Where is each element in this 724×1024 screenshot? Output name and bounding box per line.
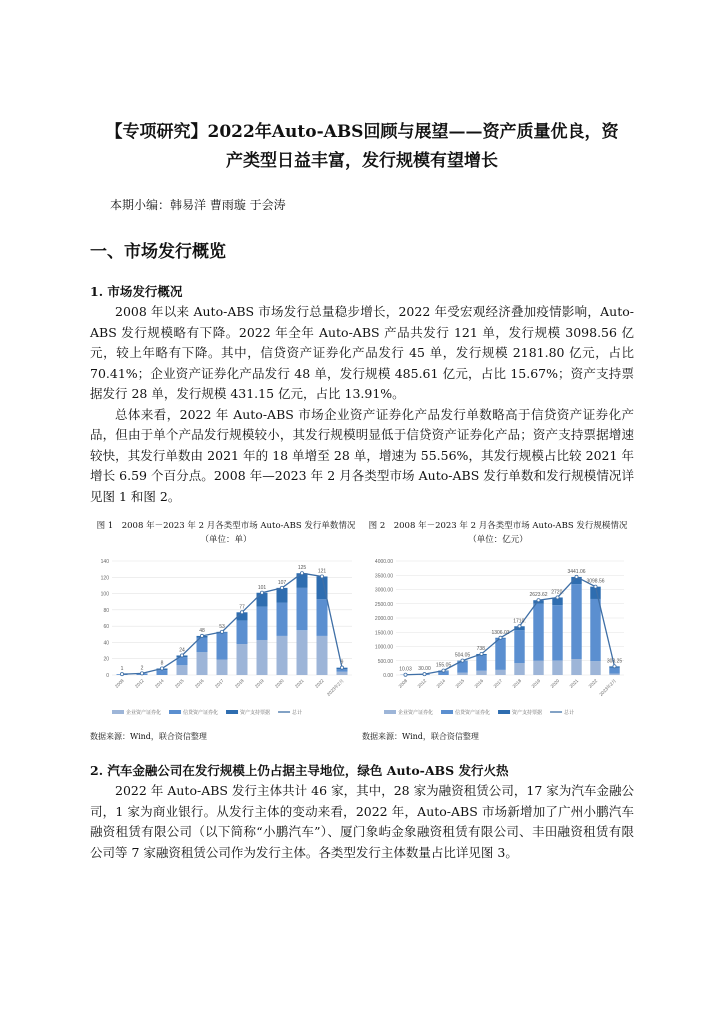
figure-1-source: 数据来源：Wind，联合资信整理: [90, 732, 207, 741]
bar-segment: [476, 671, 486, 675]
x-tick-label: 2023年2月: [325, 678, 345, 697]
x-tick-label: 2022: [587, 678, 599, 689]
bar-segment: [476, 655, 486, 670]
data-label: 101: [257, 584, 267, 591]
legend-swatch: [112, 710, 124, 714]
y-tick-label: 0.00: [383, 673, 393, 679]
data-label: 107: [277, 579, 287, 586]
paragraph-1: 2008 年以来 Auto-ABS 市场发行总量稳步增长，2022 年受宏观经济叠加疫情影响，Auto-ABS 发行规模略有下降。2022 年全年 Auto-ABS 产品共发行 121 单，发行规模 3098.56 亿元，较上年略有下降。其中，信贷资产证券化产品发行 45 单，发行规模 2181.80 亿元，占比 70.41%；企业资产证券化产品发行 48 单，发行规模 485.61 亿元，占比 15.67%；资产支持票据发行 28 单，发行规模 431.15 亿元，占比 13.91%。: [90, 304, 634, 401]
chart-title: 图 1 2008 年－2023 年 2 月各类型市场 Auto-ABS 发行单数情况: [96, 521, 356, 531]
bar-segment: [217, 660, 228, 675]
x-tick-label: 2016: [473, 678, 485, 689]
editors: 本期小编：韩易洋 曹雨璇 于会涛: [110, 198, 286, 212]
bar-segment: [571, 584, 581, 659]
data-label: 8: [160, 660, 164, 667]
x-tick-label: 2017: [214, 678, 225, 689]
y-tick-label: 1000.00: [374, 644, 393, 651]
x-tick-label: 2014: [154, 678, 165, 689]
data-label: 30.00: [418, 666, 431, 673]
bar-segment: [297, 630, 308, 675]
bar-segment: [277, 588, 288, 603]
data-label: 10.03: [399, 666, 412, 673]
y-tick-label: 120: [100, 575, 109, 582]
total-point: [340, 666, 343, 669]
legend-label: 总计: [292, 710, 303, 716]
data-label: 155.05: [435, 662, 452, 669]
paragraph-3: 2022 年 Auto-ABS 发行主体共计 46 家，其中，28 家为融资租赁公司，17 家为汽车金融公司，1 家为商业银行。从发行主体的变动来看，2022 年，Auto-ABS 市场新增加了广州小鹏汽车融资租赁有限公司（以下简称“小鹏汽车”）、厦门象屿金象融资租赁有限公司、丰田融资租赁有限公司等 7 家融资租赁公司作为发行主体。各类型发行主体数量占比详见图 3。: [90, 783, 634, 860]
total-point: [120, 673, 123, 676]
data-label: 504.05: [454, 652, 471, 659]
total-point: [200, 634, 203, 637]
x-tick-label: 2015: [454, 678, 466, 689]
x-tick-label: 2023年2月: [598, 678, 618, 697]
bar-segment: [317, 599, 328, 636]
legend-swatch: [441, 710, 453, 714]
figure-2-caption: [362, 519, 634, 547]
x-tick-label: 2014: [435, 678, 447, 689]
bar-segment: [277, 636, 288, 675]
chart-subtitle: （单位：单）: [200, 535, 252, 545]
x-tick-label: 2021: [294, 678, 305, 689]
figure-2: [362, 519, 634, 743]
y-tick-label: 20: [103, 656, 109, 663]
figure-2-source: 数据来源：Wind，联合资信整理: [362, 732, 479, 741]
x-tick-label: 2019: [530, 678, 542, 689]
bar-segment: [590, 661, 600, 675]
figure-1-caption: [90, 519, 362, 547]
total-line: [406, 577, 615, 675]
bar-segment: [514, 663, 524, 675]
total-point: [613, 665, 616, 668]
x-tick-label: 2016: [194, 678, 205, 689]
x-tick-label: 2021: [568, 678, 580, 689]
x-tick-label: 2020: [549, 678, 561, 689]
bar-segment: [457, 673, 467, 675]
total-point: [594, 585, 597, 588]
data-label: 3441.06: [567, 568, 586, 575]
chart-subtitle: （单位：亿元）: [468, 535, 528, 545]
total-point: [260, 591, 263, 594]
paragraph-2: 总体来看，2022 年 Auto-ABS 市场企业资产证券化产品发行单数略高于信贷资产证券化产品，但由于单个产品发行规模较小，其发行规模明显低于信贷资产证券化产品；资产支持票据增速较快，其发行单数由 2021 年的 18 单增至 28 单，增速为 55.56%，其发行规模占比较 2021 年增长 6.59 个百分点。2008 年—2023 年 2 月各类型市场 Auto-ABS 发行单数和发行规模情况详见图 1 和图 2。: [90, 406, 634, 504]
x-tick-label: 2012: [416, 678, 428, 689]
y-tick-label: 80: [103, 607, 109, 614]
x-tick-label: 2008: [397, 678, 409, 689]
bar-segment: [257, 607, 268, 640]
total-point: [300, 572, 303, 575]
data-label: 121: [317, 568, 327, 575]
total-point: [518, 625, 521, 628]
bar-segment: [257, 640, 268, 675]
bar-segment: [533, 661, 543, 675]
y-tick-label: 4000.00: [374, 559, 393, 565]
y-tick-label: 100: [100, 591, 109, 598]
bar-segment: [297, 588, 308, 630]
y-tick-label: 3000.00: [374, 587, 393, 594]
section-heading: 一、市场发行概览: [90, 242, 226, 262]
bar-segment: [609, 674, 619, 675]
bar-segment: [257, 593, 268, 607]
figures-row: [90, 519, 634, 743]
legend-label: 信贷资产证券化: [455, 710, 491, 716]
bar-segment: [495, 639, 505, 670]
bar-segment: [217, 633, 228, 660]
legend-label: 资产支持票据: [512, 710, 543, 716]
total-point: [537, 599, 540, 602]
bar-segment: [590, 599, 600, 661]
x-tick-label: 2008: [114, 678, 125, 689]
legend-swatch: [226, 710, 238, 714]
legend-swatch: [384, 710, 396, 714]
legend-label: 信贷资产证券化: [183, 710, 219, 716]
bar-segment: [237, 620, 248, 644]
legend-swatch: [169, 710, 181, 714]
legend-label: 企业资产证券化: [126, 710, 162, 716]
y-tick-label: 1500.00: [374, 630, 393, 637]
legend-swatch: [498, 710, 510, 714]
data-label: 738.: [476, 645, 487, 652]
total-point: [423, 673, 426, 676]
x-tick-label: 2022: [314, 678, 325, 689]
legend-label: 总计: [564, 710, 575, 716]
y-tick-label: 60: [103, 624, 109, 631]
y-tick-label: 500.00: [377, 658, 393, 665]
x-tick-label: 2020: [274, 678, 285, 689]
total-point: [575, 575, 578, 578]
y-tick-label: 3500.00: [374, 573, 393, 580]
bar-segment: [337, 672, 348, 675]
x-tick-label: 2018: [511, 678, 523, 689]
total-point: [499, 636, 502, 639]
data-label: 2623.62: [529, 592, 548, 599]
legend-label: 资产支持票据: [240, 710, 271, 716]
y-tick-label: 140: [100, 559, 109, 565]
total-point: [556, 596, 559, 599]
chart-1: [90, 547, 360, 727]
data-label: 77: [239, 604, 245, 611]
bar-segment: [277, 603, 288, 636]
y-tick-label: 0: [106, 673, 109, 679]
bar-segment: [495, 670, 505, 675]
x-tick-label: 2018: [234, 678, 245, 689]
bar-segment: [609, 668, 619, 674]
x-tick-label: 2012: [134, 678, 145, 689]
data-label: 24: [179, 647, 185, 654]
bar-segment: [552, 605, 562, 660]
bar-segment: [533, 604, 543, 661]
bar-segment: [552, 660, 562, 675]
bar-segment: [237, 644, 248, 675]
total-point: [140, 672, 143, 675]
total-point: [461, 659, 464, 662]
data-label: 3098.56: [586, 578, 605, 585]
document-title: 【专项研究】2022年Auto-ABS回顾与展望——资产质量优良，资产类型日益丰富，发行规模有望增长: [105, 122, 619, 171]
total-point: [404, 673, 407, 676]
bar-segment: [571, 659, 581, 675]
total-point: [220, 630, 223, 633]
total-point: [480, 652, 483, 655]
chart-title: 图 2 2008 年－2023 年 2 月各类型市场 Auto-ABS 发行规模情况: [368, 521, 628, 531]
figure-1: [90, 519, 362, 743]
data-label: 2720.: [551, 589, 564, 596]
total-line: [122, 573, 342, 674]
bar-segment: [514, 630, 524, 663]
total-point: [442, 669, 445, 672]
total-point: [320, 575, 323, 578]
y-tick-label: 40: [103, 640, 109, 647]
bar-segment: [317, 636, 328, 675]
total-point: [180, 654, 183, 657]
subheading-1: 1. 市场发行概况: [90, 284, 183, 299]
data-label: 1306.03: [491, 629, 510, 636]
data-label: 1710.: [513, 618, 526, 625]
data-label: 1: [120, 666, 124, 673]
total-point: [280, 586, 283, 589]
x-tick-label: 2017: [492, 678, 504, 689]
y-tick-label: 2500.00: [374, 601, 393, 608]
data-label: 303.25: [606, 658, 623, 665]
data-label: 9: [340, 659, 344, 666]
bar-segment: [197, 652, 208, 675]
legend-label: 企业资产证券化: [398, 710, 434, 716]
x-tick-label: 2015: [174, 678, 185, 689]
x-tick-label: 2019: [254, 678, 265, 689]
bar-segment: [177, 665, 188, 675]
subheading-2: 2. 汽车金融公司在发行规模上仍占据主导地位，绿色 Auto-ABS 发行火热: [90, 763, 509, 778]
data-label: 53: [219, 623, 225, 630]
total-point: [240, 611, 243, 614]
bar-segment: [157, 670, 168, 675]
chart-2: [362, 547, 632, 727]
y-tick-label: 2000.00: [374, 616, 393, 622]
data-label: 48: [199, 627, 205, 634]
data-label: 2: [140, 665, 144, 672]
total-point: [160, 667, 163, 670]
data-label: 125: [297, 565, 307, 572]
